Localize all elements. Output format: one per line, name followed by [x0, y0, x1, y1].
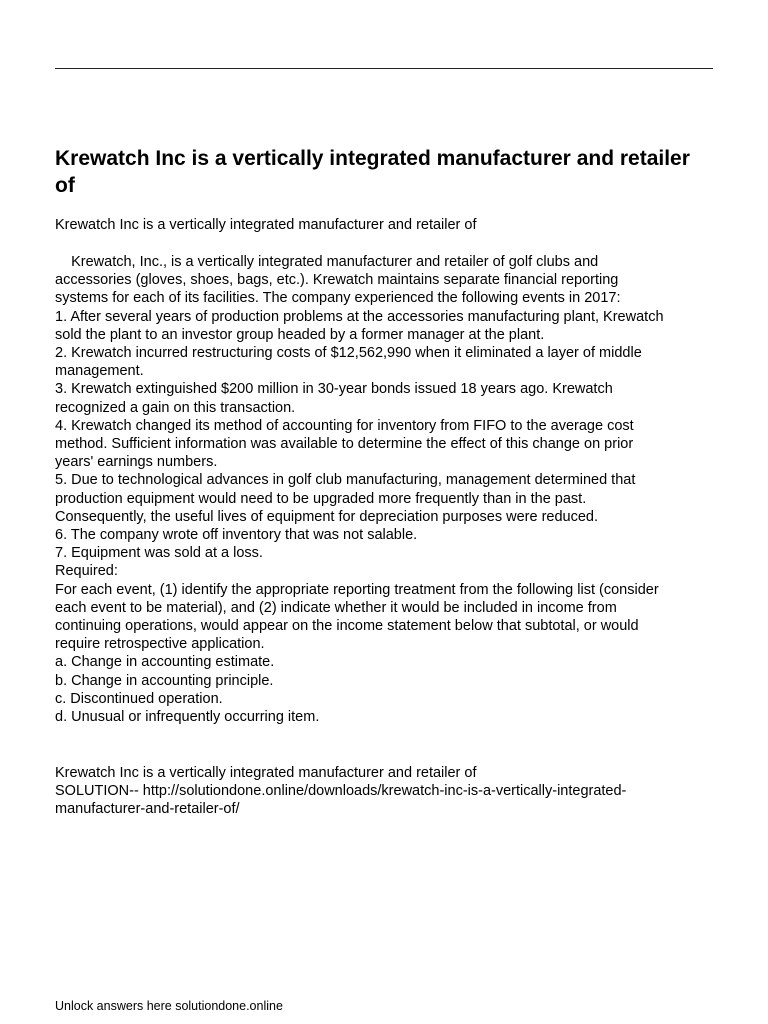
- body-line: 6. The company wrote off inventory that was not salable.: [55, 527, 418, 544]
- body-line: require retrospective application.: [55, 636, 265, 653]
- body-line: years' earnings numbers.: [55, 454, 218, 471]
- document-title: Krewatch Inc is a vertically integrated manufacturer and retailer of: [55, 147, 690, 197]
- body-line: method. Sufficient information was available to determine the effect of this change on prior: [55, 436, 634, 453]
- body-line: d. Unusual or infrequently occurring item.: [55, 709, 320, 726]
- body-line: sold the plant to an investor group headed by a former manager at the plant.: [55, 326, 545, 343]
- body-line: Krewatch, Inc., is a vertically integrated manufacturer and retailer of golf clubs and: [55, 254, 599, 270]
- document-subtitle: Krewatch Inc is a vertically integrated manufacturer and retailer of: [55, 217, 477, 233]
- body-line: continuing operations, would appear on the income statement below that subtotal, or would: [55, 618, 639, 635]
- body-line: production equipment would need to be upgraded more frequently than in the past.: [55, 490, 587, 507]
- body-line: 1. After several years of production problems at the accessories manufacturing plant, Krewatch: [55, 308, 664, 325]
- footer-text: Unlock answers here solutiondone.online: [55, 999, 283, 1013]
- body-line: management.: [55, 363, 144, 380]
- solution-link-continued[interactable]: manufacturer-and-retailer-of/: [55, 801, 240, 818]
- body-line: 4. Krewatch changed its method of accounting for inventory from FIFO to the average cost: [55, 417, 634, 434]
- body-line: For each event, (1) identify the appropriate reporting treatment from the following list (consider: [55, 581, 659, 598]
- body-line: each event to be material), and (2) indicate whether it would be included in income from: [55, 599, 617, 616]
- body-line: 3. Krewatch extinguished $200 million in 30-year bonds issued 18 years ago. Krewatch: [55, 381, 613, 398]
- solution-heading: Krewatch Inc is a vertically integrated manufacturer and retailer of: [55, 765, 477, 781]
- body-line: Consequently, the useful lives of equipment for depreciation purposes were reduced.: [55, 508, 598, 525]
- body-line: systems for each of its facilities. The company experienced the following events in 2017:: [55, 290, 621, 307]
- top-divider: [55, 68, 713, 69]
- body-line: Required:: [55, 563, 118, 580]
- body-line: recognized a gain on this transaction.: [55, 399, 296, 416]
- question-body: [55, 253, 715, 726]
- body-line: 2. Krewatch incurred restructuring costs of $12,562,990 when it eliminated a layer of middle: [55, 345, 642, 362]
- body-line: c. Discontinued operation.: [55, 690, 223, 707]
- body-line: 7. Equipment was sold at a loss.: [55, 545, 263, 562]
- body-line: 5. Due to technological advances in golf club manufacturing, management determined that: [55, 472, 636, 489]
- body-line: accessories (gloves, shoes, bags, etc.). Krewatch maintains separate financial reporting: [55, 272, 619, 289]
- solution-link[interactable]: SOLUTION-- http://solutiondone.online/downloads/krewatch-inc-is-a-vertically-integrated-: [55, 783, 627, 800]
- body-line: b. Change in accounting principle.: [55, 672, 274, 689]
- body-line: a. Change in accounting estimate.: [55, 654, 275, 671]
- solution-section: [55, 764, 715, 819]
